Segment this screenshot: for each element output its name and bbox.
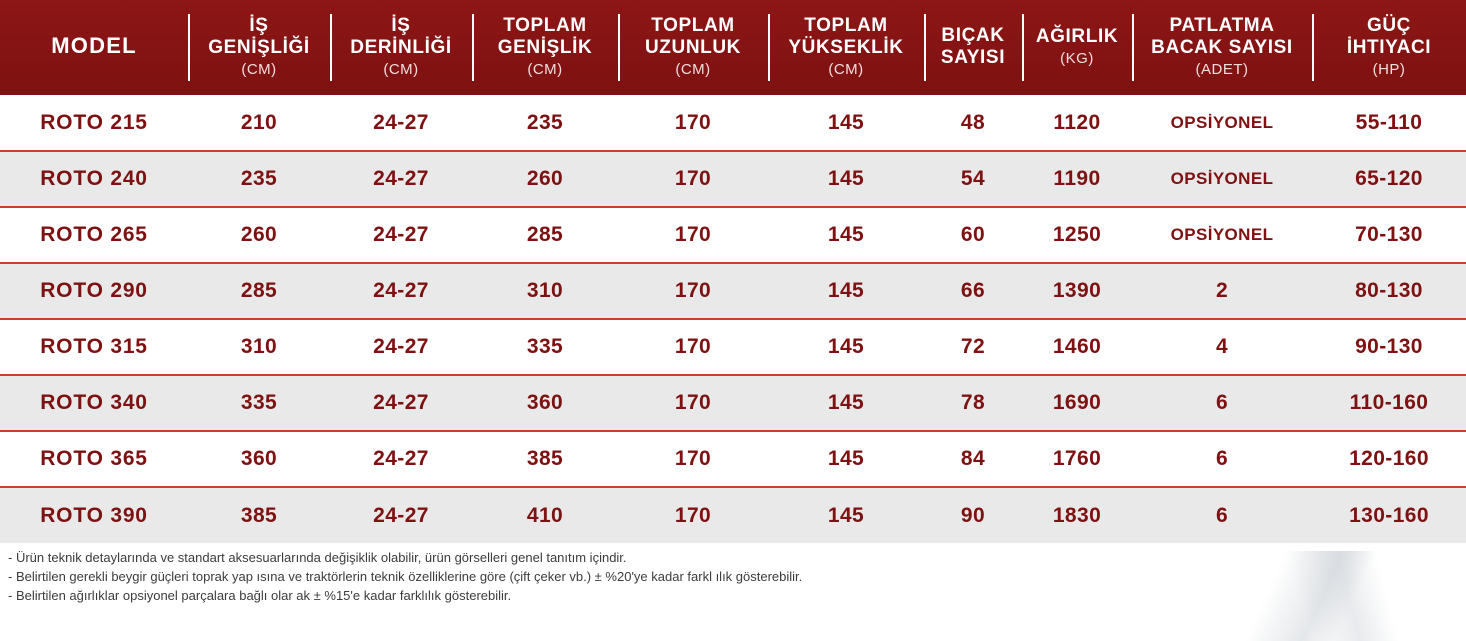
table-row bbox=[0, 263, 1466, 319]
cell-agirlik: 1190 bbox=[1022, 151, 1132, 207]
cell-is-derinligi: 24-27 bbox=[330, 151, 472, 207]
cell-bicak-sayisi: 60 bbox=[924, 207, 1022, 263]
cell-guc: 130-160 bbox=[1312, 487, 1466, 543]
cell-model: ROTO 365 bbox=[0, 431, 188, 487]
cell-is-genisligi: 360 bbox=[188, 431, 330, 487]
cell-is-derinligi: 24-27 bbox=[330, 431, 472, 487]
cell-toplam-genislik: 410 bbox=[472, 487, 618, 543]
column-header-model bbox=[0, 0, 188, 95]
column-header-agirlik bbox=[1022, 0, 1132, 95]
column-header-agirlik-line1: AĞIRLIK bbox=[1035, 25, 1119, 47]
cell-model: ROTO 290 bbox=[0, 263, 188, 319]
column-header-toplam-genislik-unit: (CM) bbox=[527, 60, 563, 78]
cell-toplam-yukseklik: 145 bbox=[768, 431, 924, 487]
column-header-is-genisligi-line2: GENİŞLİĞİ bbox=[208, 36, 310, 58]
cell-agirlik: 1250 bbox=[1022, 207, 1132, 263]
cell-bicak-sayisi: 54 bbox=[924, 151, 1022, 207]
cell-toplam-uzunluk: 170 bbox=[618, 487, 768, 543]
column-header-guc-unit: (HP) bbox=[1372, 60, 1406, 78]
cell-guc: 65-120 bbox=[1312, 151, 1466, 207]
cell-agirlik: 1760 bbox=[1022, 431, 1132, 487]
cell-agirlik: 1830 bbox=[1022, 487, 1132, 543]
table-body bbox=[0, 95, 1466, 543]
cell-guc: 80-130 bbox=[1312, 263, 1466, 319]
cell-patlatma-bacak: OPSİYONEL bbox=[1170, 112, 1274, 132]
table-row bbox=[0, 207, 1466, 263]
cell-model: ROTO 390 bbox=[0, 487, 188, 543]
cell-toplam-yukseklik: 145 bbox=[827, 110, 865, 134]
column-header-patlatma-bacak-sayisi bbox=[1132, 0, 1312, 95]
cell-toplam-uzunluk: 170 bbox=[618, 431, 768, 487]
table-row bbox=[0, 375, 1466, 431]
cell-guc: 90-130 bbox=[1312, 319, 1466, 375]
cell-is-genisligi: 210 bbox=[240, 110, 278, 134]
table-row bbox=[0, 431, 1466, 487]
footnote-2: - Belirtilen gerekli beygir güçleri toprak yap ısına ve traktörlerin teknik özelliklerine göre (çift çeker vb.) ± %20'ye kadar farkl ılık gösterebilir. bbox=[8, 568, 803, 584]
cell-toplam-genislik: 260 bbox=[472, 151, 618, 207]
column-header-toplam-genislik-line2: GENİŞLİK bbox=[497, 36, 593, 58]
footnote-3: - Belirtilen ağırlıklar opsiyonel parçalara bağlı olar ak ± %15'e kadar farklılık gösterebilir. bbox=[8, 587, 512, 603]
cell-patlatma-bacak: 6 bbox=[1132, 375, 1312, 431]
cell-model: ROTO 265 bbox=[0, 207, 188, 263]
column-header-agirlik-unit: (KG) bbox=[1060, 50, 1094, 68]
cell-patlatma-bacak: 4 bbox=[1132, 319, 1312, 375]
column-header-toplam-uzunluk-line1: TOPLAM bbox=[651, 15, 735, 37]
column-header-toplam-genislik bbox=[472, 0, 618, 95]
cell-is-genisligi: 335 bbox=[188, 375, 330, 431]
column-header-bicak-sayisi-line2: SAYISI bbox=[940, 46, 1006, 68]
cell-toplam-yukseklik: 145 bbox=[768, 151, 924, 207]
column-header-toplam-genislik-line1: TOPLAM bbox=[503, 15, 587, 37]
column-header-toplam-yukseklik-line2: YÜKSEKLİK bbox=[788, 36, 904, 58]
column-header-bicak-sayisi bbox=[924, 0, 1022, 95]
cell-bicak-sayisi: 78 bbox=[924, 375, 1022, 431]
column-header-is-genisligi bbox=[188, 0, 330, 95]
cell-is-genisligi: 385 bbox=[188, 487, 330, 543]
cell-toplam-genislik: 285 bbox=[472, 207, 618, 263]
column-header-toplam-yukseklik bbox=[768, 0, 924, 95]
cell-is-derinligi: 24-27 bbox=[330, 487, 472, 543]
column-header-toplam-yukseklik-line1: TOPLAM bbox=[804, 15, 888, 37]
cell-patlatma-bacak: 6 bbox=[1132, 487, 1312, 543]
cell-guc: 120-160 bbox=[1312, 431, 1466, 487]
cell-agirlik: 1690 bbox=[1022, 375, 1132, 431]
cell-toplam-uzunluk: 170 bbox=[618, 151, 768, 207]
cell-toplam-yukseklik: 145 bbox=[768, 207, 924, 263]
table-header bbox=[0, 0, 1466, 95]
column-header-toplam-yukseklik-unit: (CM) bbox=[828, 60, 864, 78]
column-header-toplam-uzunluk bbox=[618, 0, 768, 95]
cell-toplam-genislik: 310 bbox=[472, 263, 618, 319]
column-header-is-genisligi-unit: (CM) bbox=[241, 60, 277, 78]
cell-toplam-uzunluk: 170 bbox=[618, 207, 768, 263]
cell-agirlik: 1120 bbox=[1053, 110, 1101, 134]
column-header-is-derinligi-line2: DERİNLİĞİ bbox=[350, 36, 452, 58]
column-header-patlatma-line2: BACAK SAYISI bbox=[1151, 36, 1293, 58]
cell-toplam-genislik: 360 bbox=[472, 375, 618, 431]
table-row bbox=[0, 95, 1466, 151]
column-header-is-derinligi bbox=[330, 0, 472, 95]
cell-agirlik: 1460 bbox=[1022, 319, 1132, 375]
cell-is-derinligi: 24-27 bbox=[330, 319, 472, 375]
column-header-guc-line2: İHTIYACI bbox=[1346, 36, 1432, 58]
cell-bicak-sayisi: 84 bbox=[924, 431, 1022, 487]
cell-is-derinligi: 24-27 bbox=[330, 207, 472, 263]
cell-bicak-sayisi: 90 bbox=[924, 487, 1022, 543]
cell-toplam-genislik: 385 bbox=[472, 431, 618, 487]
cell-toplam-uzunluk: 170 bbox=[674, 110, 712, 134]
cell-toplam-yukseklik: 145 bbox=[768, 263, 924, 319]
cell-is-genisligi: 285 bbox=[188, 263, 330, 319]
column-header-toplam-uzunluk-unit: (CM) bbox=[675, 60, 711, 78]
column-header-is-genisligi-line1: İŞ bbox=[249, 15, 269, 37]
cell-toplam-uzunluk: 170 bbox=[618, 375, 768, 431]
column-header-model-label: MODEL bbox=[51, 33, 137, 59]
cell-toplam-uzunluk: 170 bbox=[618, 319, 768, 375]
cell-toplam-uzunluk: 170 bbox=[618, 263, 768, 319]
cell-agirlik: 1390 bbox=[1022, 263, 1132, 319]
table-row bbox=[0, 487, 1466, 543]
cell-patlatma-bacak: 2 bbox=[1132, 263, 1312, 319]
footnote-1: - Ürün teknik detaylarında ve standart aksesuarlarında değişiklik olabilir, ürün görselleri genel tanıtım içindir. bbox=[8, 550, 627, 565]
cell-guc: 55-110 bbox=[1355, 110, 1423, 134]
cell-is-genisligi: 235 bbox=[188, 151, 330, 207]
cell-patlatma-bacak: OPSİYONEL bbox=[1132, 207, 1312, 263]
cell-bicak-sayisi: 72 bbox=[924, 319, 1022, 375]
column-header-patlatma-unit: (ADET) bbox=[1195, 60, 1249, 78]
cell-is-genisligi: 310 bbox=[188, 319, 330, 375]
cell-guc: 70-130 bbox=[1312, 207, 1466, 263]
column-header-toplam-uzunluk-line2: UZUNLUK bbox=[644, 36, 742, 58]
cell-bicak-sayisi: 48 bbox=[960, 110, 986, 134]
cell-patlatma-bacak: OPSİYONEL bbox=[1132, 151, 1312, 207]
column-header-patlatma-line1: PATLATMA bbox=[1169, 15, 1275, 37]
cell-is-derinligi: 24-27 bbox=[330, 263, 472, 319]
cell-patlatma-bacak: 6 bbox=[1132, 431, 1312, 487]
cell-model: ROTO 340 bbox=[0, 375, 188, 431]
cell-toplam-yukseklik: 145 bbox=[768, 375, 924, 431]
column-header-guc-line1: GÜÇ bbox=[1366, 15, 1412, 37]
column-header-is-derinligi-unit: (CM) bbox=[383, 60, 419, 78]
cell-toplam-yukseklik: 145 bbox=[768, 487, 924, 543]
cell-toplam-yukseklik: 145 bbox=[768, 319, 924, 375]
cell-is-derinligi: 24-27 bbox=[373, 110, 429, 134]
table-row bbox=[0, 151, 1466, 207]
column-header-is-derinligi-line1: İŞ bbox=[391, 15, 411, 37]
cell-is-derinligi: 24-27 bbox=[330, 375, 472, 431]
footnotes bbox=[0, 543, 1466, 610]
cell-toplam-genislik: 235 bbox=[526, 110, 564, 134]
table-row bbox=[0, 319, 1466, 375]
column-header-bicak-sayisi-line1: BIÇAK bbox=[941, 25, 1005, 47]
cell-model: ROTO 215 bbox=[40, 110, 148, 134]
cell-model: ROTO 315 bbox=[0, 319, 188, 375]
cell-guc: 110-160 bbox=[1312, 375, 1466, 431]
column-header-guc-ihtiyaci bbox=[1312, 0, 1466, 95]
cell-is-genisligi: 260 bbox=[188, 207, 330, 263]
cell-model: ROTO 240 bbox=[0, 151, 188, 207]
cell-bicak-sayisi: 66 bbox=[924, 263, 1022, 319]
header-row bbox=[0, 0, 1466, 95]
cell-toplam-genislik: 335 bbox=[472, 319, 618, 375]
